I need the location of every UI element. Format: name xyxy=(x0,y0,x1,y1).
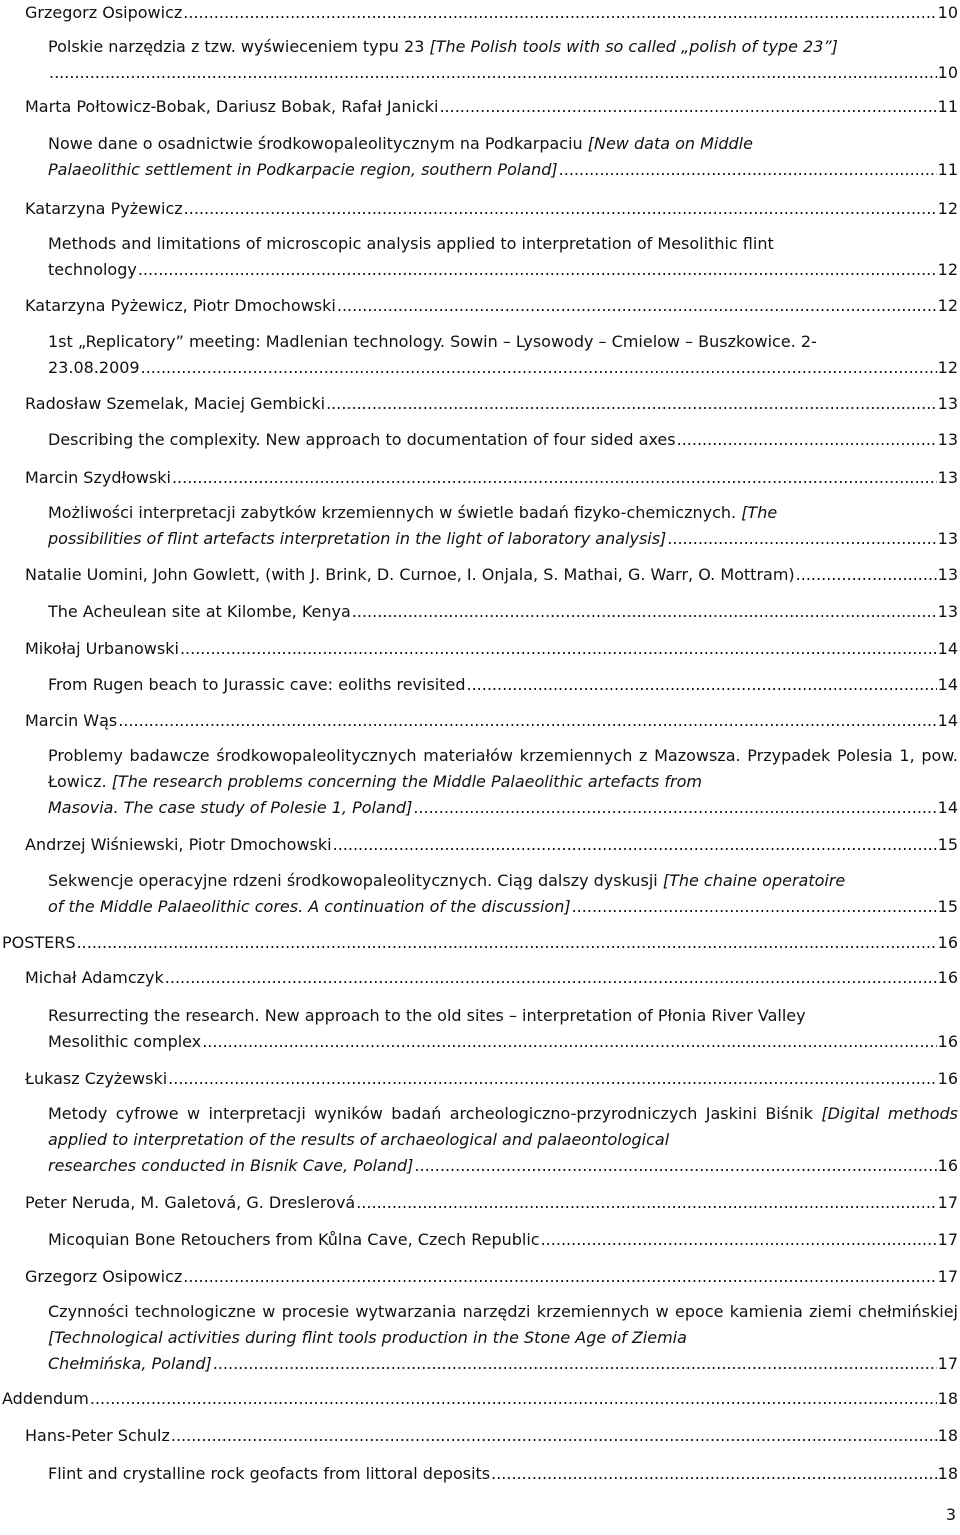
toc-entry-title: Describing the complexity. New approach to documentation of four sided axes xyxy=(48,430,676,449)
toc-entry-line xyxy=(25,1264,958,1290)
toc-entry-title: Addendum xyxy=(2,1389,89,1408)
toc-entry-line xyxy=(25,1066,958,1092)
toc-dot-leader xyxy=(356,1190,936,1216)
toc-dot-leader xyxy=(467,672,937,698)
toc-entry[interactable] xyxy=(48,500,958,552)
toc-entry-title: Marcin Szydłowski xyxy=(25,468,171,487)
toc-entry[interactable] xyxy=(48,1101,958,1179)
toc-entry[interactable] xyxy=(48,868,958,920)
toc-entry-line xyxy=(25,832,958,858)
toc-entry[interactable] xyxy=(48,672,958,698)
toc-page-number: 12 xyxy=(937,260,958,279)
toc-entry-text: 1st „Replicatory” meeting: Madlenian technology. Sowin – Lysowody – Cmielow – Buszkowice. 2- xyxy=(48,332,817,351)
toc-entry-line xyxy=(48,355,958,381)
toc-dot-leader xyxy=(184,196,937,222)
toc-entry-title: Peter Neruda, M. Galetová, G. Dreslerová xyxy=(25,1193,356,1212)
toc-entry-text: Nowe dane o osadnictwie środkowopaleolitycznym na Podkarpaciu [New data on Middle xyxy=(48,134,753,153)
toc-entry-title: Michał Adamczyk xyxy=(25,968,164,987)
toc-dot-leader xyxy=(172,465,937,491)
toc-page-number: 11 xyxy=(937,97,958,116)
toc-page-number: 17 xyxy=(937,1230,958,1249)
toc-dot-leader xyxy=(213,1351,937,1377)
toc-dot-leader xyxy=(413,795,936,821)
toc-page-number: 13 xyxy=(937,602,958,621)
toc-entry-title: Hans-Peter Schulz xyxy=(25,1426,170,1445)
toc-entry[interactable] xyxy=(25,562,958,588)
toc-entry-line xyxy=(48,157,958,183)
toc-page-number: 12 xyxy=(937,199,958,218)
toc-page-number: 10 xyxy=(937,3,958,22)
toc-entry[interactable] xyxy=(25,965,958,991)
toc-entry-title: Mikołaj Urbanowski xyxy=(25,639,179,658)
toc-dot-leader xyxy=(326,391,937,417)
toc-entry-title: Radosław Szemelak, Maciej Gembicki xyxy=(25,394,326,413)
toc-entry[interactable] xyxy=(25,1423,958,1449)
toc-dot-leader xyxy=(168,1066,936,1092)
toc-entry-line xyxy=(25,196,958,222)
toc-dot-leader xyxy=(183,1264,936,1290)
toc-entry[interactable] xyxy=(25,832,958,858)
toc-entry-title: Marta Połtowicz-Bobak, Dariusz Bobak, Rafał Janicki xyxy=(25,97,439,116)
toc-entry-title: Katarzyna Pyżewicz, Piotr Dmochowski xyxy=(25,296,336,315)
toc-dot-leader xyxy=(352,599,937,625)
toc-dot-leader xyxy=(183,0,936,26)
toc-page-number: 14 xyxy=(937,711,958,730)
toc-dot-leader xyxy=(202,1029,936,1055)
toc-entry-line xyxy=(25,965,958,991)
toc-page-number: 15 xyxy=(937,897,958,916)
toc-dot-leader xyxy=(171,1423,937,1449)
toc-entry-title: Masovia. The case study of Polesie 1, Poland] xyxy=(48,798,413,817)
toc-entry-title: researches conducted in Bisnik Cave, Poland] xyxy=(48,1156,414,1175)
toc-page-number: 13 xyxy=(937,468,958,487)
toc-dot-leader xyxy=(677,427,937,453)
toc-entry-line xyxy=(2,930,958,956)
toc-page-number: 17 xyxy=(937,1193,958,1212)
toc-page-number: 15 xyxy=(937,835,958,854)
toc-entry-title: Łukasz Czyżewski xyxy=(25,1069,168,1088)
toc-page-number: 13 xyxy=(937,565,958,584)
toc-entry-line xyxy=(25,562,958,588)
toc-entry-title: Mesolithic complex xyxy=(48,1032,202,1051)
toc-entry-line xyxy=(48,257,958,283)
toc-entry-title: Grzegorz Osipowicz xyxy=(25,3,183,22)
toc-dot-leader xyxy=(49,60,937,86)
toc-entry-line xyxy=(25,391,958,417)
toc-entry-line xyxy=(2,1386,958,1412)
toc-entry[interactable] xyxy=(48,743,958,821)
toc-page-number: 10 xyxy=(937,63,958,82)
toc-page-number: 16 xyxy=(937,1032,958,1051)
toc-dot-leader xyxy=(77,930,937,956)
toc-entry[interactable] xyxy=(48,1299,958,1377)
toc-entry-title: From Rugen beach to Jurassic cave: eoliths revisited xyxy=(48,675,466,694)
toc-entry-title: 23.08.2009 xyxy=(48,358,140,377)
toc-entry-line xyxy=(48,1461,958,1487)
toc-dot-leader xyxy=(337,293,937,319)
toc-entry[interactable] xyxy=(48,131,958,183)
toc-dot-leader xyxy=(796,562,937,588)
toc-entry[interactable] xyxy=(2,930,958,956)
toc-entry[interactable] xyxy=(25,0,958,26)
toc-dot-leader xyxy=(572,894,937,920)
toc-entry-line xyxy=(48,1351,958,1377)
toc-entry-line xyxy=(48,427,958,453)
toc-entry[interactable] xyxy=(48,1003,958,1055)
toc-entry-line xyxy=(48,672,958,698)
page-number: 3 xyxy=(945,1505,956,1524)
toc-page-number: 13 xyxy=(937,394,958,413)
toc-entry-line xyxy=(25,293,958,319)
toc-entry-line xyxy=(25,465,958,491)
toc-page-number: 13 xyxy=(937,430,958,449)
toc-dot-leader xyxy=(559,157,937,183)
toc-entry[interactable] xyxy=(48,231,958,283)
toc-dot-leader xyxy=(414,1153,936,1179)
toc-entry[interactable] xyxy=(25,196,958,222)
toc-page-number: 14 xyxy=(937,639,958,658)
toc-page-number: 18 xyxy=(937,1426,958,1445)
toc-entry-line xyxy=(25,708,958,734)
toc-entry-title: POSTERS xyxy=(2,933,76,952)
toc-entry[interactable] xyxy=(48,1227,958,1253)
toc-page-number: 16 xyxy=(937,1156,958,1175)
toc-entry-line xyxy=(48,599,958,625)
toc-entry[interactable] xyxy=(48,1461,958,1487)
toc-dot-leader xyxy=(491,1461,937,1487)
toc-entry-title: technology xyxy=(48,260,137,279)
toc-entry-line xyxy=(25,94,958,120)
toc-entry-title: Flint and crystalline rock geofacts from littoral deposits xyxy=(48,1464,491,1483)
toc-entry-title: Grzegorz Osipowicz xyxy=(25,1267,183,1286)
toc-page-number: 16 xyxy=(937,1069,958,1088)
toc-dot-leader xyxy=(165,965,937,991)
toc-page-number: 16 xyxy=(937,933,958,952)
toc-entry-line xyxy=(48,60,958,86)
toc-entry-title: Andrzej Wiśniewski, Piotr Dmochowski xyxy=(25,835,332,854)
toc-entry-line xyxy=(48,526,958,552)
toc-entry-line xyxy=(25,1423,958,1449)
toc-dot-leader xyxy=(118,708,936,734)
toc-entry[interactable] xyxy=(25,293,958,319)
toc-entry[interactable] xyxy=(48,599,958,625)
toc-entry[interactable] xyxy=(25,94,958,120)
toc-entry-line xyxy=(25,0,958,26)
toc-entry[interactable] xyxy=(25,1190,958,1216)
toc-entry[interactable] xyxy=(25,465,958,491)
toc-dot-leader xyxy=(667,526,936,552)
toc-entry-title: The Acheulean site at Kilombe, Kenya xyxy=(48,602,351,621)
toc-entry-text: Czynności technologiczne w procesie wytwarzania narzędzi krzemiennych w epoce kamienia ziemi chełmińskiej [Technological activities during flint tools production in the Stone Age of Ziemia xyxy=(48,1302,958,1347)
toc-page-number: 12 xyxy=(937,296,958,315)
toc-entry-text: Sekwencje operacyjne rdzeni środkowopaleolitycznych. Ciąg dalszy dyskusji [The chaine operatoire xyxy=(48,871,846,890)
toc-entry-title: Chełmińska, Poland] xyxy=(48,1354,212,1373)
toc-dot-leader xyxy=(141,355,937,381)
toc-entry-text: Resurrecting the research. New approach to the old sites – interpretation of Płonia River Valley xyxy=(48,1006,806,1025)
toc-page-number: 17 xyxy=(937,1267,958,1286)
toc-page-number: 14 xyxy=(937,675,958,694)
toc-entry[interactable] xyxy=(2,1386,958,1412)
toc-dot-leader xyxy=(333,832,937,858)
toc-entry-text: Możliwości interpretacji zabytków krzemiennych w świetle badań fizyko-chemicznych. [The xyxy=(48,503,778,522)
toc-entry-line xyxy=(48,1029,958,1055)
toc-page-number: 16 xyxy=(937,968,958,987)
toc-entry-line xyxy=(48,894,958,920)
toc-page-number: 18 xyxy=(937,1464,958,1483)
toc-dot-leader xyxy=(180,636,937,662)
toc-dot-leader xyxy=(439,94,936,120)
toc-entry[interactable] xyxy=(25,1066,958,1092)
toc-entry[interactable] xyxy=(25,636,958,662)
toc-page-number: 14 xyxy=(937,798,958,817)
toc-entry[interactable] xyxy=(25,391,958,417)
toc-page-number: 18 xyxy=(937,1389,958,1408)
toc-entry[interactable] xyxy=(25,708,958,734)
toc-dot-leader xyxy=(138,257,937,283)
toc-entry-title: Marcin Wąs xyxy=(25,711,118,730)
toc-entry-line xyxy=(25,636,958,662)
toc-dot-leader xyxy=(90,1386,937,1412)
toc-entry-line xyxy=(48,795,958,821)
toc-entry-text: Methods and limitations of microscopic analysis applied to interpretation of Mesolithic flint xyxy=(48,234,774,253)
toc-entry[interactable] xyxy=(48,329,958,381)
toc-entry-title: Natalie Uomini, John Gowlett, (with J. Brink, D. Curnoe, I. Onjala, S. Mathai, G. Warr, O. Mottram) xyxy=(25,565,795,584)
toc-page-number: 11 xyxy=(937,160,958,179)
toc-entry-text: Polskie narzędzia z tzw. wyświeceniem typu 23 [The Polish tools with so called „polish of type 23”] xyxy=(48,37,838,56)
toc-page-number: 17 xyxy=(937,1354,958,1373)
toc-entry-line xyxy=(48,1153,958,1179)
toc-page-number: 13 xyxy=(937,529,958,548)
toc-entry-title: of the Middle Palaeolithic cores. A continuation of the discussion] xyxy=(48,897,571,916)
toc-entry-title: Katarzyna Pyżewicz xyxy=(25,199,183,218)
toc-entry-line xyxy=(25,1190,958,1216)
toc-entry-text: Problemy badawcze środkowopaleolitycznych materiałów krzemiennych z Mazowsza. Przypadek Polesia 1, pow. Łowicz. [The research problems concerning the Middle Palaeolithic artefacts from xyxy=(48,746,958,791)
toc-entry-line xyxy=(48,1227,958,1253)
toc-entry-title: Micoquian Bone Retouchers from Kůlna Cave, Czech Republic xyxy=(48,1230,540,1249)
toc-entry[interactable] xyxy=(25,1264,958,1290)
toc-entry-title: Palaeolithic settlement in Podkarpacie region, southern Poland] xyxy=(48,160,558,179)
toc-page-number: 12 xyxy=(937,358,958,377)
toc-entry-title: possibilities of flint artefacts interpretation in the light of laboratory analysis] xyxy=(48,529,667,548)
toc-dot-leader xyxy=(541,1227,937,1253)
toc-entry[interactable] xyxy=(48,427,958,453)
toc-entry[interactable] xyxy=(48,34,958,86)
toc-entry-text: Metody cyfrowe w interpretacji wyników badań archeologiczno-przyrodniczych Jaskini Biśnik [Digital methods applied to interpretation of the results of archaeological and palaeontological xyxy=(48,1104,958,1149)
